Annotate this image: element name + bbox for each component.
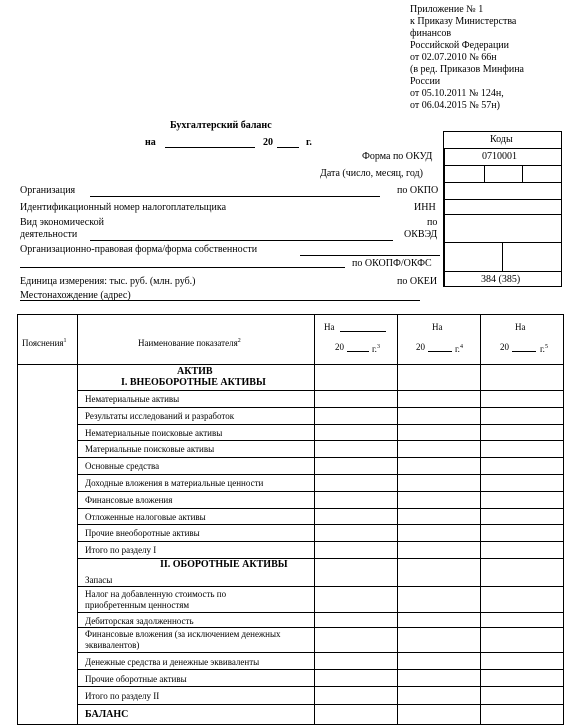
date-on-label: на <box>145 137 156 148</box>
table-row: Финансовые вложения <box>85 494 173 505</box>
header-name: Наименование показателя$^2$ <box>138 338 241 348</box>
location-field[interactable] <box>20 300 420 301</box>
table-row: Денежные средства и денежные эквиваленты <box>85 657 260 667</box>
table-row: Запасы <box>85 575 113 585</box>
okved-label-2: ОКВЭД <box>404 229 438 240</box>
year-prefix: 20 <box>263 137 273 148</box>
section-active: АКТИВ <box>177 366 213 377</box>
okud-label: Форма по ОКУД <box>362 151 433 162</box>
okei-value: 384 (385) <box>481 274 521 285</box>
section-2-title: II. ОБОРОТНЫЕ АКТИВЫ <box>160 559 288 570</box>
okved-label-1: по <box>427 217 438 228</box>
appendix-line: от 02.07.2010 № 66н <box>410 52 497 63</box>
codes-title: Коды <box>490 134 513 145</box>
appendix-line: Приложение № 1 <box>410 4 484 15</box>
table-row-balance: БАЛАНС <box>85 709 129 720</box>
activity-label-2: деятельности <box>20 229 78 240</box>
okpo-label: по ОКПО <box>397 185 439 196</box>
inn-label: Идентификационный номер налогоплательщика <box>20 202 227 213</box>
inn-code-label: ИНН <box>414 202 436 213</box>
appendix-line: от 06.04.2015 № 57н) <box>410 100 500 111</box>
legal-form-field-1[interactable] <box>300 255 440 256</box>
okei-label: по ОКЕИ <box>397 276 438 287</box>
table-row: Итого по разделу I <box>85 545 157 556</box>
table-row: Дебиторская задолженность <box>85 616 194 626</box>
appendix-line: России <box>410 76 441 87</box>
table-row: Финансовые вложения (за исключением денежных <box>85 629 281 639</box>
date-day-month-field[interactable] <box>165 147 255 148</box>
appendix-line: (в ред. Приказов Минфина <box>410 64 524 75</box>
year-field[interactable] <box>277 147 299 148</box>
okopf-label: по ОКОПФ/ОКФС <box>352 258 432 269</box>
legal-form-field-2[interactable] <box>20 267 345 268</box>
date-label: Дата (число, месяц, год) <box>320 168 423 179</box>
legal-form-label: Организационно-правовая форма/форма собственности <box>20 244 258 255</box>
year-suffix: г. <box>306 137 312 148</box>
table-row: Итого по разделу II <box>85 691 160 701</box>
appendix-line: Российской Федерации <box>410 40 510 51</box>
table-row: Отложенные налоговые активы <box>85 511 206 522</box>
section-1-title: I. ВНЕОБОРОТНЫЕ АКТИВЫ <box>121 377 266 388</box>
appendix-line: финансов <box>410 28 452 39</box>
table-row: Материальные поисковые активы <box>85 444 215 455</box>
activity-field[interactable] <box>90 240 393 241</box>
table-row: приобретенным ценностям <box>85 600 190 610</box>
unit-label: Единица измерения: тыс. руб. (млн. руб.) <box>20 276 196 287</box>
table-row: эквивалентов) <box>85 640 140 650</box>
okud-value: 0710001 <box>482 151 517 162</box>
document-title: Бухгалтерский баланс <box>170 120 272 131</box>
table-row: Нематериальные активы <box>85 394 180 404</box>
location-label: Местонахождение (адрес) <box>20 290 131 301</box>
organization-field[interactable] <box>90 196 380 197</box>
table-row: Доходные вложения в материальные ценности <box>85 478 264 488</box>
table-row: Результаты исследований и разработок <box>85 410 235 421</box>
organization-label: Организация <box>20 185 76 196</box>
table-row: Прочие оборотные активы <box>85 674 187 684</box>
appendix-block <box>410 4 524 112</box>
appendix-line: от 05.10.2011 № 124н, <box>410 88 504 99</box>
appendix-line: к Приказу Министерства <box>410 16 517 27</box>
table-row: Основные средства <box>85 461 160 472</box>
activity-label-1: Вид экономической <box>20 217 104 228</box>
table-row: Прочие внеоборотные активы <box>85 528 200 539</box>
table-row: Нематериальные поисковые активы <box>85 427 223 438</box>
header-notes: Пояснения$^1$ <box>22 338 67 348</box>
table-row: Налог на добавленную стоимость по <box>85 589 227 599</box>
